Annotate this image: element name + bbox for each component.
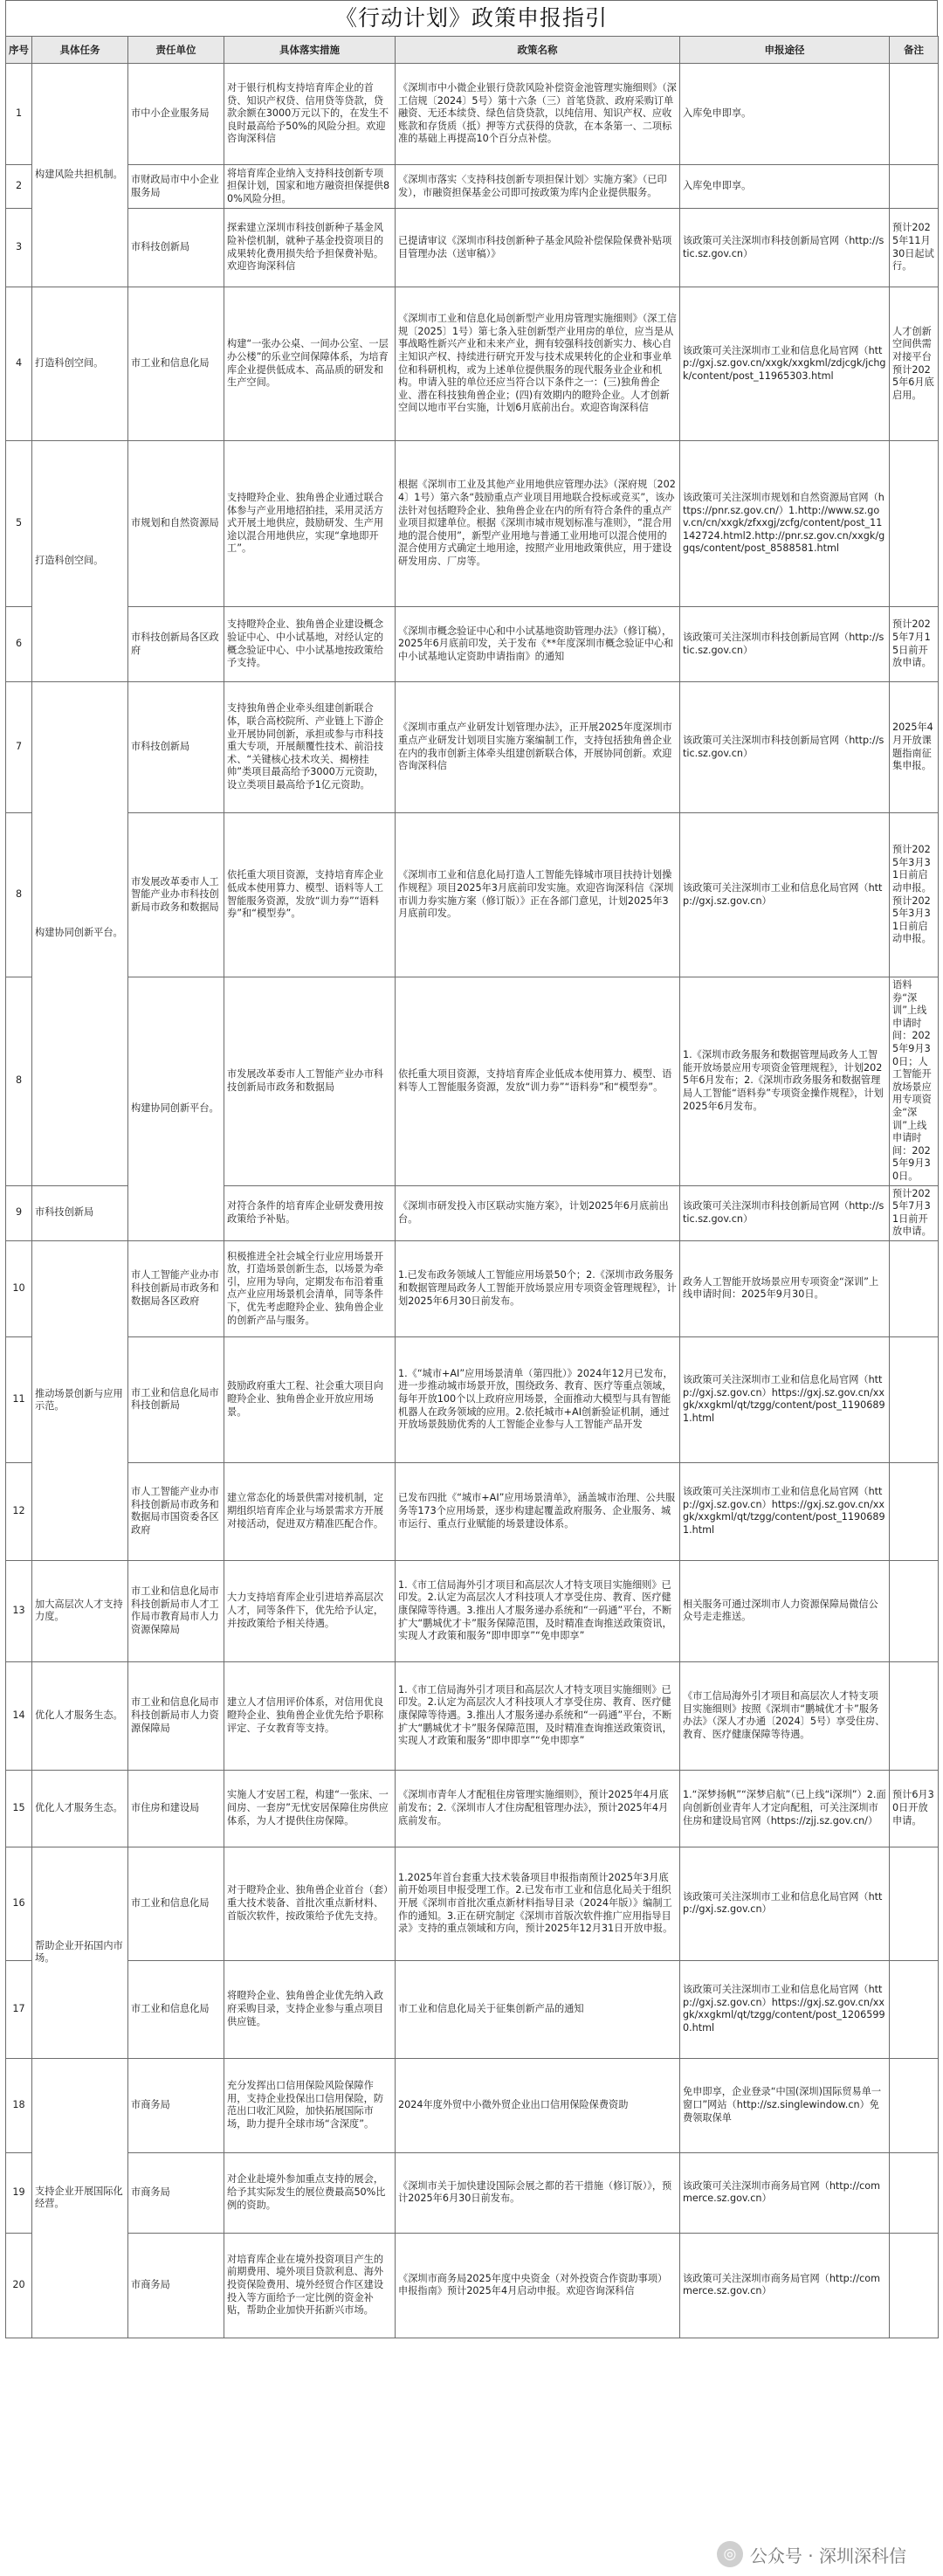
cell-task: 构建风险共担机制。: [32, 64, 128, 287]
cell-application: 相关服务可通过深圳市人力资源保障局微信公众号走走推送。: [680, 1560, 890, 1661]
cell-seq: 6: [6, 607, 32, 682]
cell-unit: 市财政局市中小企业服务局: [128, 165, 224, 209]
cell-application: 该政策可关注深圳市工业和信息化局官网（http://gxj.sz.gov.cn）: [680, 813, 890, 977]
cell-application: 该政策可关注深圳市工业和信息化局官网（http://gxj.sz.gov.cn）: [680, 1847, 890, 1960]
cell-seq: 12: [6, 1462, 32, 1560]
cell-seq: 18: [6, 2058, 32, 2152]
cell-policy-name: 1.《市工信局海外引才项目和高层次人才特支项目实施细则》已印发。2.认定为高层次人才科技项人才享受住房、教育、医疗健康保障等待遇。3.推出人才服务递办系统和“一码通”平台，不断扩大“鹏城优才卡”服务保障范围，及时精准查询推送政策资讯，实现人才政策和服务“即申即享”“免申即享”: [396, 1661, 680, 1770]
cell-note: [890, 1240, 939, 1336]
cell-measures: 构建“一张办公桌、一间办公室、一层办公楼”的乐业空间保障体系，为培育库企业提供低成本、高品质的研发和生产空间。: [224, 287, 396, 441]
cell-application: 入库免申即享。: [680, 165, 890, 209]
table-row: [6, 607, 939, 682]
cell-measures: 对企业赴境外参加重点支持的展会，给予其实际发生的展位费最高50%比例的资助。: [224, 2152, 396, 2233]
cell-measures: 依托重大项目资源，支持培育库企业低成本使用算力、模型、语料等人工智能服务资源，发放“训力券”“语料券”和“模型券”。: [224, 813, 396, 977]
cell-policy-name: 《深圳市中小微企业银行贷款风险补偿资金池管理实施细则》（深工信规〔2024〕5号）第十六条（三）首笔贷款、政府采购订单融资、无还本续贷、绿色信贷贷款，以纯信用、知识产权、应收账款和存货质（抵）押等方式获得的贷款，在本条第一、二项标准的基础上再提高10个百分点补偿。: [396, 64, 680, 165]
cell-policy-name: 《深圳市研发投入市区联动实施方案》，计划2025年6月底前出台。: [396, 1185, 680, 1240]
cell-policy-name: 《深圳市工业和信息化局创新型产业用房管理实施细则》（深工信规〔2025〕1号）第七条入驻创新型产业用房的单位，应当是从事战略性新兴产业和未来产业，拥有较强科技创新实力、核心自主知识产权、持续进行研究开发与技术成果转化的企业和事业单位和科研机构，或为上述单位提供服务的现代服务业企业和机构。申请入驻的单位还应当符合以下条件之一：(三)独角兽企业、潜在科技独角兽企业；(四)有效期内的瞪羚企业。人才创新空间以地市平台实施，计划6月底前出台。欢迎咨询深科信: [396, 287, 680, 441]
cell-seq: 8: [6, 813, 32, 977]
cell-note: 语料券“深训”上线申请时间：2025年9月30日；人工智能开放场景应用专项资金“深训”上线申请时间：2025年9月30日。: [890, 977, 939, 1186]
cell-seq: 13: [6, 1560, 32, 1661]
cell-application: 该政策可关注深圳市商务局官网（http://commerce.sz.gov.cn）: [680, 2152, 890, 2233]
table-row: [6, 813, 939, 977]
table-row: [6, 977, 939, 1186]
cell-measures: 对于瞪羚企业、独角兽企业首台（套）重大技术装备、首批次重点新材料、首版次软件，按政策给予优先支持。: [224, 1847, 396, 1960]
watermark: [712, 2539, 912, 2569]
cell-note: [890, 2233, 939, 2338]
cell-measures: 实施人才安居工程，构建“一张床、一间房、一套房”无忧安居保障住房供应体系，为人才提供住房保障。: [224, 1770, 396, 1847]
cell-note: 预计2025年7月31日前开放申请。: [890, 1185, 939, 1240]
cell-note: 预计2025年7月15日前开放申请。: [890, 607, 939, 682]
cell-measures: 对培育库企业在境外投资项目产生的前期费用、境外项目贷款利息、海外投资保险费用、境外经贸合作区建设投入等方面给予一定比例的资金补贴，帮助企业加快开拓新兴市场。: [224, 2233, 396, 2338]
cell-unit: 市工业和信息化局市科技创新局: [128, 1336, 224, 1462]
cell-policy-name: 已提请审议《深圳市科技创新种子基金风险补偿保险保费补贴项目管理办法（送审稿）》: [396, 209, 680, 287]
cell-unit: 市商务局: [128, 2058, 224, 2152]
cell-measures: 对符合条件的培育库企业研发费用按政策给予补贴。: [224, 1185, 396, 1240]
header-note: 备注: [890, 37, 939, 64]
cell-task: 打造科创空间。: [32, 287, 128, 441]
cell-task: 加大高层次人才支持力度。: [32, 1560, 128, 1661]
cell-unit: 市科技创新局: [128, 682, 224, 813]
cell-seq: 3: [6, 209, 32, 287]
table-row: [6, 1661, 939, 1770]
cell-measures: 支持瞪羚企业、独角兽企业通过联合体参与产业用地招拍挂，采用灵活方式开展土地供应，鼓励研发、生产用途以混合用地供应，实现“拿地即开工”。: [224, 441, 396, 607]
cell-policy-name: 《深圳市重点产业研发计划管理办法》，正开展2025年度深圳市重点产业研发计划项目实施方案编制工作，支持包括独角兽企业在内的我市创新主体牵头组建创新联合体，开展协同创新。欢迎咨询深科信: [396, 682, 680, 813]
header-application: 申报途径: [680, 37, 890, 64]
cell-measures: 积极推进全社会城全行业应用场景开放，打造场景创新生态，以场景为牵引，应用为导向，定期发布布沿着重点产业应用场景机会清单，同等条件下，优先考虑瞪羚企业、独角兽企业的创新产品与服务。: [224, 1240, 396, 1336]
cell-note: [890, 165, 939, 209]
cell-seq: 5: [6, 441, 32, 607]
cell-unit: 市工业和信息化局: [128, 1847, 224, 1960]
cell-measures: 支持独角兽企业牵头组建创新联合体，联合高校院所、产业链上下游企业开展协同创新，承担或参与市科技重大专项，开展颠覆性技术、前沿技术、“关键核心技术攻关、揭榜挂帅”类项目最高给予3000万元资助，设立类项目最高给予1亿元资助。: [224, 682, 396, 813]
cell-policy-name: 《深圳市关于加快建设国际会展之都的若干措施（修订版）》，预计2025年6月30日前发布。: [396, 2152, 680, 2233]
header-policy-name: 政策名称: [396, 37, 680, 64]
cell-unit: 市商务局: [128, 2152, 224, 2233]
table-row: [6, 1847, 939, 1960]
cell-application: 该政策可关注深圳市商务局官网（http://commerce.sz.gov.cn）: [680, 2233, 890, 2338]
cell-policy-name: 根据《深圳市工业及其他产业用地供应管理办法》（深府规〔2024〕1号）第六条“鼓励重点产业项目用地联合投标或竞买”，该办法针对包括瞪羚企业、独角兽企业在内的所有符合条件的重点产业项目拟建单位。根据《深圳市城市规划标准与准则》，“混合用地的混合使用”，新型产业用地与普通工业用地可以混合使用的混合使用方式确定土地用途，按照产业用地政策供应，用于建设研发用房、厂房等。: [396, 441, 680, 607]
cell-task: 推动场景创新与应用示范。: [32, 1240, 128, 1560]
cell-policy-name: 《深圳市概念验证中心和中小试基地资助管理办法》（修订稿），2025年6月底前印发，关于发布《**年度深圳市概念验证中心和中小试基地认定资助申请指南》的通知: [396, 607, 680, 682]
cell-application: 该政策可关注深圳市工业和信息化局官网（http://gxj.sz.gov.cn）https://gxj.sz.gov.cn/xxgk/xxgkml/qt/tzgg/content/post_11906891.html: [680, 1462, 890, 1560]
cell-seq: 1: [6, 64, 32, 165]
table-row: [6, 1560, 939, 1661]
table-header: [6, 37, 939, 64]
table-row: [6, 1770, 939, 1847]
cell-unit: 市工业和信息化局市科技创新局市人才工作局市教育局市人力资源保障局: [128, 1560, 224, 1661]
table-row: [6, 441, 939, 607]
cell-policy-name: 依托重大项目资源，支持培育库企业低成本使用算力、模型、语料等人工智能服务资源，发放“训力券”“语料券”和“模型券”。: [396, 977, 680, 1186]
cell-application: 该政策可关注深圳市工业和信息化局官网（http://gxj.sz.gov.cn/xxgk/xxgkml/zdjcgk/jchgk/content/post_11965303.html: [680, 287, 890, 441]
cell-note: [890, 1560, 939, 1661]
wechat-logo-icon: ◎: [717, 2541, 743, 2567]
table-row: [6, 2152, 939, 2233]
cell-application: 该政策可关注深圳市科技创新局官网（http://stic.sz.gov.cn）: [680, 682, 890, 813]
cell-note: [890, 2152, 939, 2233]
cell-measures: 大力支持培育库企业引进培养高层次人才，同等条件下，优先给予认定，并按政策给予相关待遇。: [224, 1560, 396, 1661]
cell-seq: 19: [6, 2152, 32, 2233]
cell-note: [890, 441, 939, 607]
table-row: [6, 1960, 939, 2058]
cell-application: 政务人工智能开放场景应用专项资金“深训”上线申请时间：2025年9月30日。: [680, 1240, 890, 1336]
cell-measures: 充分发挥出口信用保险风险保障作用，支持企业投保出口信用保险，防范出口收汇风险，加快拓展国际市场，助力提升全球市场“含深度”。: [224, 2058, 396, 2152]
cell-note: [890, 1661, 939, 1770]
cell-seq: 15: [6, 1770, 32, 1847]
cell-application: 该政策可关注深圳市工业和信息化局官网（http://gxj.sz.gov.cn）https://gxj.sz.gov.cn/xxgk/xxgkml/qt/tzgg/content/post_12065990.html: [680, 1960, 890, 2058]
cell-unit: 市发展改革委市人工智能产业办市科技创新局市政务和数据局: [128, 813, 224, 977]
cell-note: [890, 1462, 939, 1560]
cell-application: 《市工信局海外引才项目和高层次人才特支项目实施细则》按照《深圳市“鹏城优才卡”服务办法》（深人才办通〔2024〕5号）享受住房、教育、医疗健康保障等待遇。: [680, 1661, 890, 1770]
cell-unit: 市工业和信息化局: [128, 1960, 224, 2058]
cell-unit: 市人工智能产业办市科技创新局市政务和数据局各区政府: [128, 1240, 224, 1336]
header-task: 具体任务: [32, 37, 128, 64]
cell-application: 该政策可关注深圳市科技创新局官网（http://stic.sz.gov.cn）: [680, 209, 890, 287]
cell-measures: 支持瞪羚企业、独角兽企业建设概念验证中心、中小试基地，对经认定的概念验证中心、中小试基地按政策给予支持。: [224, 607, 396, 682]
table-row: [6, 1240, 939, 1336]
cell-policy-name: 已发布四批《“城市+AI”应用场景清单》，涵盖城市治理、公共服务等173个应用场景，逐步构建起覆盖政府服务、企业服务、城市运行、重点行业赋能的场景建设体系。: [396, 1462, 680, 1560]
table-row: [6, 1462, 939, 1560]
table-row: [6, 1336, 939, 1462]
cell-measures: 鼓励政府重大工程、社会重大项目向瞪羚企业、独角兽企业开放应用场景。: [224, 1336, 396, 1462]
cell-seq: 16: [6, 1847, 32, 1960]
cell-note: [890, 2058, 939, 2152]
cell-unit: 构建协同创新平台。: [128, 977, 224, 1241]
cell-policy-name: 市工业和信息化局关于征集创新产品的通知: [396, 1960, 680, 2058]
watermark-text: 公众号 · 深圳深科信: [749, 2545, 906, 2566]
table-row: [6, 682, 939, 813]
table-row: [6, 209, 939, 287]
cell-measures: 建立人才信用评价体系，对信用优良瞪羚企业、独角兽企业优先给予职称评定、子女教育等支持。: [224, 1661, 396, 1770]
cell-policy-name: 1.2025年首台套重大技术装备项目申报指南预计2025年3月底前开始项目申报受理工作。2.已发布市工业和信息化局关于组织开展《深圳市首批次重点新材料指导目录（2024年版）》编制工作的通知。3.正在研究制定《深圳市首版次软件推广应用指导目录》支持的重点领域和方向，预计2025年12月31日开放申报。: [396, 1847, 680, 1960]
cell-application: 该政策可关注深圳市科技创新局官网（http://stic.sz.gov.cn）: [680, 607, 890, 682]
header-measures: 具体落实措施: [224, 37, 396, 64]
cell-application: 入库免申即享。: [680, 64, 890, 165]
cell-policy-name: 1.《“城市+AI”应用场景清单（第四批）》2024年12月已发布，进一步推动城市场景开放，围绕政务、教育、医疗等重点领域，每年开放100个以上政府应用场景，全面推动大模型与具有智能机器人在政务领域的应用。2.依托城市+AI创新验证机制，通过开放场景鼓励优秀的人工智能企业参与人工智能产品开发: [396, 1336, 680, 1462]
cell-note: [890, 1960, 939, 2058]
cell-note: 预计2025年11月30日起试行。: [890, 209, 939, 287]
cell-task: 优化人才服务生态。: [32, 1661, 128, 1770]
cell-policy-name: 《深圳市落实〈支持科技创新专项担保计划〉实施方案》（已印发），市融资担保基金公司即可按政策为库内企业提供服务。: [396, 165, 680, 209]
cell-application: 该政策可关注深圳市工业和信息化局官网（http://gxj.sz.gov.cn）https://gxj.sz.gov.cn/xxgk/xxgkml/qt/tzgg/content/post_11906891.html: [680, 1336, 890, 1462]
policy-table: [5, 36, 939, 2338]
cell-measures: 探索建立深圳市科技创新种子基金风险补偿机制，就种子基金投资项目的成果转化费用损失给予担保费补贴。欢迎咨询深科信: [224, 209, 396, 287]
cell-task: 帮助企业开拓国内市场。: [32, 1847, 128, 2058]
cell-policy-name: 2024年度外贸中小微外贸企业出口信用保险保费资助: [396, 2058, 680, 2152]
cell-unit: 市科技创新局: [128, 209, 224, 287]
cell-policy-name: 1.《市工信局海外引才项目和高层次人才特支项目实施细则》已印发。2.认定为高层次人才科技项人才享受住房、教育、医疗健康保障等待遇。3.推出人才服务递办系统和“一码通”平台，不断扩大“鹏城优才卡”服务保障范围，及时精准查询推送政策资讯，实现人才政策和服务“即申即享”“免申即享”: [396, 1560, 680, 1661]
cell-measures: 对于银行机构支持培育库企业的首贷、知识产权贷、信用贷等贷款，贷款余额在3000万元以下的，在发生不良时最高给予50%的风险分担。欢迎咨询深科信: [224, 64, 396, 165]
cell-application: 该政策可关注深圳市科技创新局官网（http://stic.sz.gov.cn）: [680, 1185, 890, 1240]
cell-unit: 市科技创新局各区政府: [128, 607, 224, 682]
cell-note: [890, 1847, 939, 1960]
cell-unit: 市规划和自然资源局: [128, 441, 224, 607]
cell-task: 构建协同创新平台。: [32, 682, 128, 1186]
cell-application: 1.“深梦扬帆”“深梦启航”（已上线“i深圳”）2.面向创新创业青年人才定向配租，可关注深圳市住房和建设局官网（https://zjj.sz.gov.cn/）: [680, 1770, 890, 1847]
cell-note: 人才创新空间供需对接平台预计2025年6月底启用。: [890, 287, 939, 441]
cell-task: 打造科创空间。: [32, 441, 128, 682]
cell-task: 市科技创新局: [32, 1185, 128, 1240]
cell-seq: 14: [6, 1661, 32, 1770]
cell-seq: 7: [6, 682, 32, 813]
cell-measures: 将培育库企业纳入支持科技创新专项担保计划，国家和地方融资担保提供80%风险分担。: [224, 165, 396, 209]
cell-seq: 11: [6, 1336, 32, 1462]
cell-policy-name: 《深圳市工业和信息化局打造人工智能先锋城市项目扶持计划操作规程》项目2025年3月底前印发实施。欢迎咨询深科信《深圳市训力券实施方案（修订版）》正在各部门意见，计划2025年3月底前印发。: [396, 813, 680, 977]
cell-policy-name: 《深圳市青年人才配租住房管理实施细则》，预计2025年4月底前发布；2.《深圳市人才住房配租管理办法》，预计2025年4月底前发布。: [396, 1770, 680, 1847]
table-body: [6, 64, 939, 2338]
cell-task: 优化人才服务生态。: [32, 1770, 128, 1847]
header-unit: 责任单位: [128, 37, 224, 64]
cell-unit: 市人工智能产业办市科技创新局市政务和数据局市国资委各区政府: [128, 1462, 224, 1560]
cell-seq: 8: [6, 977, 32, 1186]
cell-seq: 9: [6, 1185, 32, 1240]
header-seq: 序号: [6, 37, 32, 64]
cell-seq: 20: [6, 2233, 32, 2338]
cell-note: 预计6月30日开放申请。: [890, 1770, 939, 1847]
cell-application: 免申即享，企业登录“中国(深圳)国际贸易单一窗口”网站（http://sz.singlewindow.cn）免费领取保单: [680, 2058, 890, 2152]
cell-note: [890, 1336, 939, 1462]
cell-unit: 市住房和建设局: [128, 1770, 224, 1847]
cell-application: 1.《深圳市政务服务和数据管理局政务人工智能开放场景应用专项资金管理规程》，计划2025年6月发布；2.《深圳市政务服务和数据管理局人工智能“语料券”专项资金操作规程》，计划2025年6月发布。: [680, 977, 890, 1186]
cell-note: 预计2025年3月31日前启动申报。预计2025年3月31日前启动申报。: [890, 813, 939, 977]
cell-unit: 市工业和信息化局: [128, 287, 224, 441]
table-row: [6, 64, 939, 165]
cell-unit: 市中小企业服务局: [128, 64, 224, 165]
cell-seq: 2: [6, 165, 32, 209]
cell-note: 2025年4月开放课题指南征集申报。: [890, 682, 939, 813]
policy-guide-page: [5, 0, 938, 2338]
page-title: 《行动计划》政策申报指引: [5, 0, 938, 36]
cell-unit: 市工业和信息化局市科技创新局市人力资源保障局: [128, 1661, 224, 1770]
table-row: [6, 2058, 939, 2152]
cell-seq: 4: [6, 287, 32, 441]
cell-policy-name: 《深圳市商务局2025年度中央资金（对外投资合作资助事项）申报指南》预计2025年4月启动申报。欢迎咨询深科信: [396, 2233, 680, 2338]
cell-seq: 10: [6, 1240, 32, 1336]
table-row: [6, 2233, 939, 2338]
table-row: [6, 287, 939, 441]
cell-policy-name: 1.已发布政务领域人工智能应用场景50个；2.《深圳市政务服务和数据管理局政务人工智能开放场景应用专项资金管理规程》，计划2025年6月30日前发布。: [396, 1240, 680, 1336]
table-row: [6, 165, 939, 209]
cell-seq: 17: [6, 1960, 32, 2058]
cell-measures: 将瞪羚企业、独角兽企业优先纳入政府采购目录，支持企业参与重点项目供应链。: [224, 1960, 396, 2058]
cell-application: 该政策可关注深圳市规划和自然资源局官网（https://pnr.sz.gov.cn/）1.http://www.sz.gov.cn/cn/xxgk/zfxxgj/zcfg/content/post_11142724.html2.http://pnr.sz.gov.cn/xxgk/ggqs/content/post_8588581.html: [680, 441, 890, 607]
cell-task: 支持企业开展国际化经营。: [32, 2058, 128, 2338]
cell-measures: 市发展改革委市人工智能产业办市科技创新局市政务和数据局: [224, 977, 396, 1186]
cell-measures: 建立常态化的场景供需对接机制，定期组织培育库企业与场景需求方开展对接活动，促进双方精准匹配合作。: [224, 1462, 396, 1560]
cell-note: [890, 64, 939, 165]
cell-unit: 市商务局: [128, 2233, 224, 2338]
header-row: [6, 37, 939, 64]
